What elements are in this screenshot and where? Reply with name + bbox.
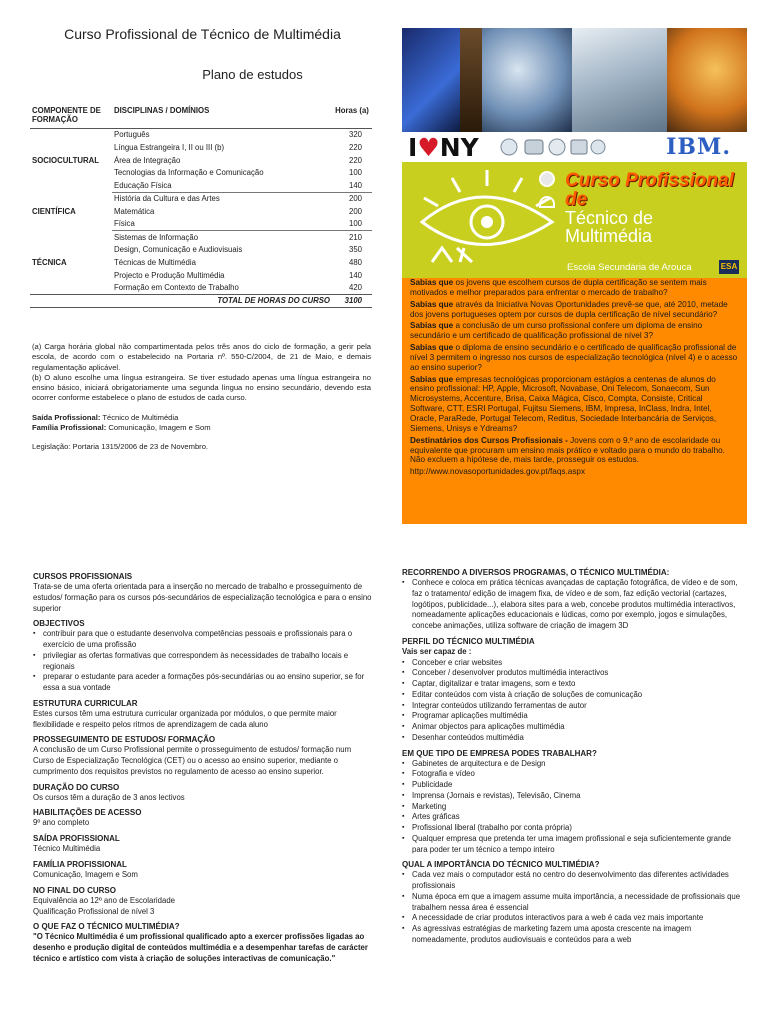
- section-faz-heading: O QUE FAZ O TÉCNICO MULTIMÉDIA?: [33, 922, 180, 932]
- discipline-cell: Área de Integração: [114, 155, 181, 165]
- list-item: ▪ Numa época em que a imagem assume muita importância, a necessidade de profissionais que trabalhem nessa área é essencial: [402, 892, 747, 914]
- did-you-know-item: [410, 278, 739, 298]
- ny-logo-strip: [402, 132, 747, 162]
- note-a: (a) Carga horária global não compartimentada pelos três anos do ciclo de formação, a gerir pela escola, de acordo com o estabelecido na Portaria nº. 550-C/2004, de 21 de Maio, e demais regulamentação aplicável.: [32, 342, 371, 372]
- note-saida: [32, 413, 371, 423]
- component-cell: TÉCNICA: [32, 257, 67, 267]
- list-item: ▪ Programar aplicações multimédia: [402, 711, 747, 722]
- header-hours: Horas (a): [332, 104, 372, 128]
- did-you-know-text: http://www.novasoportunidades.gov.pt/faqs.aspx: [410, 467, 586, 477]
- table-row: [30, 128, 372, 141]
- did-you-know-item: [410, 300, 739, 320]
- list-item: ▪ Captar, digitalizar e tratar imagens, som e texto: [402, 679, 747, 690]
- did-you-know-item: [410, 375, 739, 434]
- recorrendo-text: ▪ Conhece e coloca em prática técnicas avançadas de captação fotográfica, de vídeo e de som, faz o tratamento/ edição de imagem fixa, de vídeo e de som, faz edição vectorial (cartazes, logótipos, publicidade...), elabora sites para a web, concebe produtos multimédia interactivos, nomeadamente aplicações educacionais e lúdicas, como por exemplo, jogos e simulações, concebe animações, utiliza software de criação de imagem 3D: [402, 578, 747, 632]
- section-estrutura-heading: ESTRUTURA CURRICULAR: [33, 698, 138, 708]
- discipline-cell: Projecto e Produção Multimédia: [114, 270, 225, 280]
- table-row: [30, 231, 372, 244]
- importancia-list: [402, 870, 747, 945]
- total-row: [30, 295, 372, 308]
- header-disciplines: DISCIPLINAS / DOMÍNIOS: [112, 104, 332, 128]
- list-item: ▪ Gabinetes de arquitectura e de Design: [402, 759, 747, 770]
- list-item: ▪ Integrar conteúdos utilizando ferramentas de autor: [402, 701, 747, 712]
- list-item: ▪ Profissional liberal (trabalho por conta própria): [402, 823, 747, 834]
- section-cursos-heading: CURSOS PROFISSIONAIS: [33, 572, 133, 581]
- hours-cell: 210: [332, 231, 372, 244]
- hours-cell: 200: [348, 206, 362, 216]
- plan-notes: [32, 342, 371, 452]
- list-item: ▪ Imprensa (Jornais e revistas), Televisão, Cinema: [402, 791, 747, 802]
- note-familia-label: Família Profissional:: [32, 422, 107, 432]
- section-familia-heading: FAMÍLIA PROFISSIONAL: [33, 859, 127, 869]
- did-you-know-box: [402, 278, 747, 524]
- section-familia-text: Comunicação, Imagem e Som: [33, 870, 138, 879]
- plan-subtitle: Plano de estudos: [202, 67, 303, 82]
- hours-cell: 420: [348, 283, 362, 293]
- did-you-know-item: [410, 436, 739, 466]
- did-you-know-text: o diploma de ensino secundário e o certificado de qualificação profissional de nível 3 permitem o ingresso nos cursos de especialização tecnológica (nível 4) e o acesso ao ensino superior?: [410, 343, 738, 372]
- did-you-know-text: os jovens que escolhem cursos de dupla certificação se sentem mais motivados e melhor preparados para enfrentar o mercado de trabalho?: [410, 278, 707, 297]
- hours-cell: 480: [348, 258, 362, 268]
- hours-cell: 140: [348, 270, 362, 280]
- header-component: COMPONENTE DE FORMAÇÃO: [30, 104, 112, 128]
- section-cursos-text: Trata-se de uma oferta orientada para a inserção no mercado de trabalho e prosseguimento de estudos/ formação para os cursos pós-secundários de especialização tecnológica e para o ensino superior: [33, 582, 372, 613]
- section-perfil-heading: PERFIL DO TÉCNICO MULTIMÉDIA: [402, 636, 535, 646]
- discipline-cell: Língua Estrangeira I, II ou III (b): [114, 142, 225, 152]
- note-familia: [32, 423, 371, 433]
- did-you-know-text: através da Iniciativa Novas Oportunidades prevê-se que, até 2010, metade dos jovens portugueses optem por cursos de dupla certificação de nível secundário?: [410, 299, 728, 319]
- component-cell: SOCIOCULTURAL: [32, 155, 99, 165]
- list-item: ▪ contribuir para que o estudante desenvolva competências pessoais e profissionais para o exercício de uma profissão: [33, 629, 373, 651]
- did-you-know-lead: Sabias que: [410, 278, 454, 287]
- cd-icon: [539, 171, 555, 187]
- did-you-know-item: [410, 467, 739, 477]
- section-habilitacoes-heading: HABILITAÇÕES DE ACESSO: [33, 808, 142, 818]
- empresa-list: [402, 759, 747, 856]
- hours-cell: 200: [332, 192, 372, 205]
- section-final-text-1: Equivalência ao 12º ano de Escolaridade: [33, 895, 175, 905]
- section-saida-heading: SAÍDA PROFISSIONAL: [33, 834, 120, 844]
- note-saida-label: Saída Profissional:: [32, 412, 101, 422]
- section-final-text-2: Qualificação Profissional de nível 3: [33, 906, 155, 916]
- table-header-row: [30, 104, 372, 128]
- section-empresa-heading: EM QUE TIPO DE EMPRESA PODES TRABALHAR?: [402, 748, 597, 758]
- discipline-cell: Matemática: [114, 206, 155, 216]
- list-item: ▪ Desenhar conteúdos multimédia: [402, 733, 747, 744]
- total-label: TOTAL DE HORAS DO CURSO: [112, 295, 332, 308]
- collage-vr-image: [482, 28, 572, 132]
- list-item: ▪ Artes gráficas: [402, 812, 747, 823]
- section-recorrendo-heading: RECORRENDO A DIVERSOS PROGRAMAS, O TÉCNICO MULTIMÉDIA:: [402, 568, 670, 577]
- i-love-ny-logo: I♥NY: [408, 132, 479, 162]
- list-item: ▪ A necessidade de criar produtos interactivos para a web é cada vez mais importante: [402, 913, 747, 924]
- study-plan-table: [30, 104, 372, 308]
- did-you-know-lead: Sabias que: [410, 374, 454, 384]
- note-legislacao: Legislação: Portaria 1315/2006 de 23 de Novembro.: [32, 442, 209, 451]
- discipline-cell: Português: [114, 130, 150, 140]
- left-column: [33, 567, 373, 965]
- note-familia-value: Comunicação, Imagem e Som: [106, 422, 211, 432]
- section-habilitacoes-text: 9º ano completo: [33, 818, 90, 828]
- list-item: ▪ Marketing: [402, 802, 747, 813]
- discipline-cell: Física: [114, 219, 135, 229]
- section-saida-text: Técnico Multimédia: [33, 844, 101, 854]
- list-item: ▪ Publicidade: [402, 780, 747, 791]
- perfil-list: [402, 658, 747, 744]
- poster-title-line1: Curso Profissional de: [565, 170, 734, 210]
- list-item: ▪ Animar objectos para aplicações multimédia: [402, 722, 747, 733]
- did-you-know-text: a conclusão de um curso profissional confere um diploma de ensino secundário e um certificado de qualificação profissional de nível 3?: [410, 321, 703, 341]
- hours-cell: 320: [348, 130, 362, 140]
- headphones-icon: [539, 196, 555, 208]
- did-you-know-text: empresas tecnológicas proporcionam estágios a centenas de alunos do ensino profissional: HP, Apple, Microsoft, Novabase, Oni Telecom, Sonaecom, Sun Microsystems, Accenture, Brisa, Caixa Mágica, Cisco, Compta, Consiste, Critical Software, CTT, ESRI Portugal, Fujitsu Siemens, IBM, Impresa, InClass, Indra, Intel, Oracle, ParaRede, Portugal Telecom, Reditus, Sociedade Interbancária de Serviços, Siemens, Unisys e Ydreams?: [410, 374, 717, 433]
- section-final-heading: NO FINAL DO CURSO: [33, 885, 116, 895]
- discipline-cell: História da Cultura e das Artes: [112, 192, 332, 205]
- objectivos-list: [33, 629, 373, 694]
- discipline-cell: Design, Comunicação e Audiovisuais: [114, 245, 243, 255]
- discipline-cell: Tecnologias da Informação e Comunicação: [114, 168, 264, 178]
- section-importancia-heading: QUAL A IMPORTÂNCIA DO TÉCNICO MULTIMÉDIA?: [402, 860, 600, 870]
- list-item: ▪ As agressivas estratégias de marketing fazem uma aposta crescente na imagem nomeadamente, produtos audiovisuais e conteúdos para a web: [402, 924, 747, 946]
- section-perfil-sub: Vais ser capaz de :: [402, 646, 472, 656]
- did-you-know-item: [410, 321, 739, 341]
- section-faz-quote: "O Técnico Multimédia é um profissional qualificado apto a exercer profissões ligadas ao desenho e produção digital de conteúdos multimédia e a desempenhar tarefas de carácter técnico e artístico com vista à criação de soluções interactivas de comunicação.": [33, 932, 368, 963]
- course-poster: [402, 28, 747, 278]
- discipline-cell: Técnicas de Multimédia: [114, 258, 196, 268]
- section-duracao-text: Os cursos têm a duração de 3 anos lectivos: [33, 792, 185, 802]
- section-estrutura-text: Estes cursos têm uma estrutura curricular organizada por módulos, o que permite maior flexibilidade e respeito pelos ritmos de aprendizagem de cada aluno: [33, 708, 337, 729]
- study-plan-body: [30, 128, 372, 307]
- note-saida-value: Técnico de Multimédia: [100, 412, 179, 422]
- hours-cell: 220: [348, 142, 362, 152]
- poster-title-line2: Técnico de Multimédia: [565, 208, 654, 246]
- total-value: 3100: [332, 295, 372, 308]
- collage-butterfly-image: [667, 28, 747, 132]
- list-item: ▪ Fotografia e vídeo: [402, 769, 747, 780]
- note-b: (b) O aluno escolhe uma língua estrangeira. Se tiver estudado apenas uma língua estrangeira no ensino básico, iniciará obrigatoriamente uma segunda língua no ensino secundário, devendo esta ocorrer conforme estabelece o plano de estudos de cada curso.: [32, 372, 371, 403]
- section-objectivos-heading: OBJECTIVOS: [33, 619, 85, 629]
- component-cell: CIENTÍFICA: [32, 206, 76, 216]
- did-you-know-lead: Sabias que: [410, 299, 454, 309]
- list-item: ▪ privilegiar as ofertas formativas que correspondem às necessidades de trabalho locais e regionais: [33, 651, 373, 673]
- collage-film-image: [460, 28, 482, 132]
- table-row: [30, 192, 372, 205]
- ibm-logo: IBM.: [666, 134, 731, 160]
- heart-icon: ♥: [417, 132, 440, 162]
- collage-office-image: [572, 28, 667, 132]
- section-prosseguimento-heading: PROSSEGUIMENTO DE ESTUDOS/ FORMAÇÃO: [33, 735, 216, 745]
- right-column: [402, 567, 747, 946]
- did-you-know-item: [410, 343, 739, 373]
- discipline-cell: Formação em Contexto de Trabalho: [114, 283, 239, 293]
- did-you-know-lead: Sabias que: [410, 321, 454, 331]
- discipline-cell: Sistemas de Informação: [112, 231, 332, 244]
- media-icons-row: [499, 136, 609, 158]
- list-item: ▪ Cada vez mais o computador está no centro do desenvolvimento das diferentes actividades profissionais: [402, 870, 747, 892]
- hours-cell: 350: [348, 245, 362, 255]
- hours-cell: 140: [348, 181, 362, 191]
- list-item: ▪ Conceber e criar websites: [402, 658, 747, 669]
- did-you-know-text: Jovens com o 9.º ano de escolaridade ou equivalente que procuram um ensino mais prático e voltado para o mundo do trabalho. Não excluem a hipótese de, mais tarde, prosseguir os estudos.: [410, 435, 725, 465]
- did-you-know-lead: Destinatários dos Cursos Profissionais -: [410, 435, 568, 445]
- collage-people-image: [402, 28, 460, 132]
- school-name: Escola Secundária de Arouca: [567, 262, 692, 273]
- discipline-cell: Educação Física: [114, 181, 172, 191]
- esa-logo: ESA: [719, 260, 739, 274]
- hours-cell: 100: [348, 219, 362, 229]
- section-prosseguimento-text: A conclusão de um Curso Profissional permite o prosseguimento de estudos/ formação num Curso de Especialização Tecnológica (CET) ou o acesso ao ensino superior, mediante o cumprimento dos requisitos previstos no regulamento de acesso ao ensino superior.: [33, 745, 352, 776]
- list-item: ▪ Conceber / desenvolver produtos multimédia interactivos: [402, 668, 747, 679]
- list-item: ▪ preparar o estudante para aceder a formações pós-secundárias ou ao ensino superior, se for essa a sua vontade: [33, 672, 373, 694]
- recorrendo-list: [402, 578, 747, 632]
- list-item: ▪ Editar conteúdos com vista à criação de soluções de comunicação: [402, 690, 747, 701]
- poster-title: [565, 171, 745, 245]
- document-title: Curso Profissional de Técnico de Multimédia: [64, 26, 341, 42]
- photo-collage: [402, 28, 747, 132]
- section-duracao-heading: DURAÇÃO DO CURSO: [33, 782, 120, 792]
- did-you-know-lead: Sabias que: [410, 343, 454, 353]
- hours-cell: 100: [348, 168, 362, 178]
- list-item: ▪ Qualquer empresa que pretenda ter uma imagem profissional e seja suficientemente grande para poder ter um técnico a tempo inteiro: [402, 834, 747, 856]
- hours-cell: 220: [348, 155, 362, 165]
